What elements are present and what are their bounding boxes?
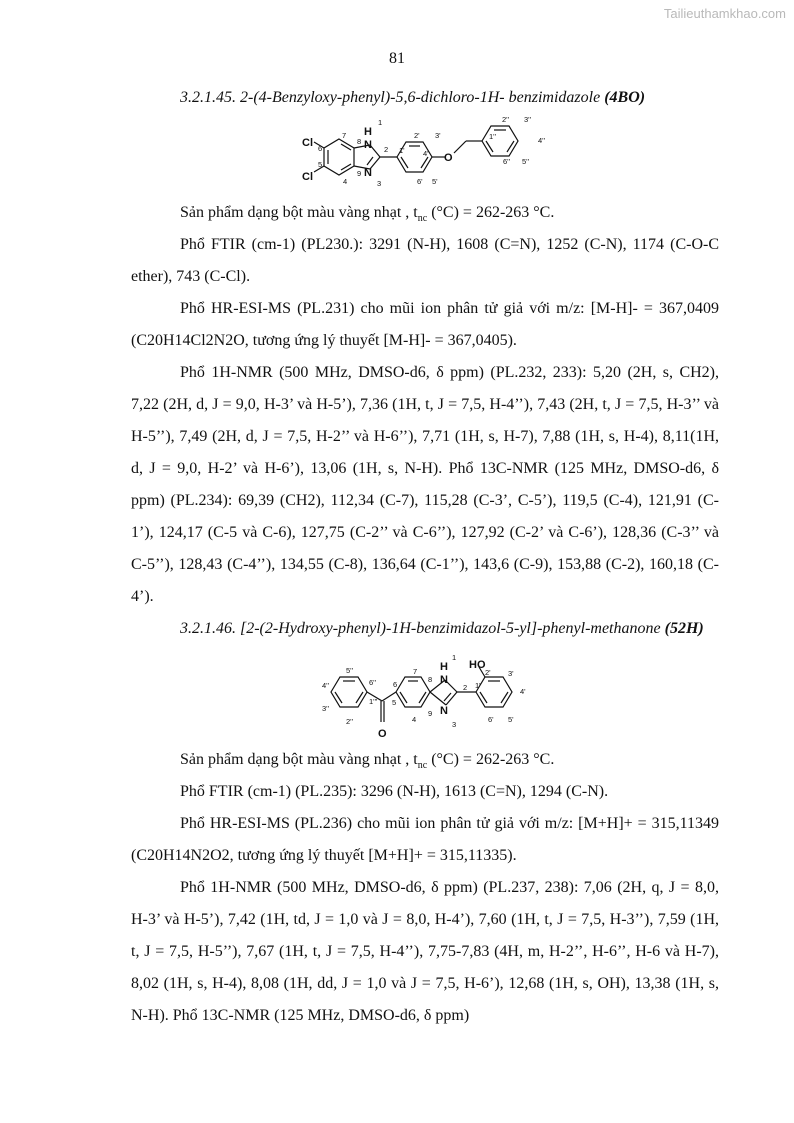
svg-text:2': 2' (485, 668, 491, 677)
structure-4bo (0, 110, 794, 195)
atom-h: H (364, 126, 372, 138)
svg-text:4: 4 (412, 715, 417, 724)
atom-n: N (364, 167, 372, 179)
svg-text:7: 7 (342, 131, 347, 140)
svg-text:6: 6 (393, 680, 398, 689)
svg-text:4': 4' (520, 687, 526, 696)
svg-text:4'': 4'' (322, 681, 330, 690)
atom-h: H (440, 661, 448, 673)
svg-text:8: 8 (357, 137, 362, 146)
svg-text:3'': 3'' (524, 115, 532, 124)
atom-n: N (440, 674, 448, 686)
heading-number: 3.2.1.45. (180, 89, 236, 106)
svg-text:1: 1 (452, 653, 457, 662)
svg-text:3: 3 (452, 720, 457, 729)
svg-text:6': 6' (488, 715, 494, 724)
ftir-52h: Phổ FTIR (cm-1) (PL.235): 3296 (N-H), 1613 (C=N), 1294 (C-N). (180, 783, 609, 800)
atom-o: O (378, 728, 387, 740)
svg-text:9: 9 (357, 169, 362, 178)
atom-o: O (444, 152, 453, 164)
svg-text:3: 3 (377, 179, 382, 188)
svg-text:9: 9 (428, 709, 433, 718)
nmr-4bo: Phổ 1H-NMR (500 MHz, DMSO-d6, δ ppm) (PL.232, 233): 5,20 (2H, s, CH2), 7,22 (2H, d, J = 9,0, H-3’ và H-5’), 7,36 (1H, t, J = 7,5, H-4’’), 7,43 (2H, t, J = 7,5, H-3’’ và H-5’’), 7,49 (2H, d, J = 7,5, H-2’’ và H-6’’), 7,71 (1H, s, H-7), 7,88 (1H, s, H-4), 8,11(1H, d, J = 9,0, H-2’ và H-6’), 13,06 (1H, s, N-H). Phổ 13C-NMR (125 MHz, DMSO-d6, δ ppm) (PL.234): 69,39 (CH2), 112,34 (C-7), 115,28 (C-3’, C-5’), 119,5 (C-4), 121,91 (C-1’), 124,17 (C-5 và C-6), 127,75 (C-2’’ và C-6’’), 127,92 (C-2’ và C-6’), 128,36 (C-3’’ và C-5’’), 128,43 (C-4’’), 134,55 (C-8), 136,64 (C-1’’), 143,6 (C-9), 153,88 (C-2), 160,18 (C-4’). (131, 364, 719, 605)
svg-text:3'': 3'' (322, 704, 330, 713)
svg-text:1'': 1'' (489, 132, 497, 141)
atom-n: N (364, 139, 372, 151)
svg-text:5': 5' (508, 715, 514, 724)
svg-text:5: 5 (318, 160, 323, 169)
svg-text:8: 8 (428, 675, 433, 684)
heading-name: [2-(2-Hydroxy-phenyl)-1H-benzimidazol-5-yl]-phenyl-methanone (240, 620, 661, 637)
svg-text:1: 1 (378, 118, 383, 127)
svg-text:5': 5' (432, 177, 438, 186)
svg-text:6'': 6'' (369, 678, 377, 687)
appearance-52h: Sản phẩm dạng bột màu vàng nhạt , $t_{nc}$ (°C) = 262-263 °C. (180, 751, 555, 772)
heading-52h (131, 613, 719, 645)
nmr-52h: Phổ 1H-NMR (500 MHz, DMSO-d6, δ ppm) (PL.237, 238): 7,06 (2H, q, J = 8,0, H-3’ và H-5’), 7,42 (1H, td, J = 1,0 và J = 8,0, H-4’), 7,60 (1H, t, J = 7,5, H-3’’), 7,59 (1H, t, J = 7,5, H-5’’), 7,67 (1H, t, J = 7,5, H-4’’), 7,75-7,83 (4H, m, H-2’’, H-6’’, H-6 và H-7), 8,02 (1H, s, H-4), 8,08 (1H, dd, J = 1,0 và J = 7,5, H-6’), 12,68 (1H, s, OH), 13,38 (1H, s, N-H). Phổ 13C-NMR (125 MHz, DMSO-d6, δ ppm) (131, 879, 719, 1024)
structure-52h (0, 652, 794, 742)
atom-cl: Cl (302, 171, 313, 183)
svg-text:3': 3' (508, 669, 514, 678)
svg-text:5'': 5'' (346, 666, 354, 675)
heading-number: 3.2.1.46. (180, 620, 236, 637)
svg-text:2'': 2'' (346, 717, 354, 726)
svg-text:2: 2 (384, 145, 389, 154)
svg-text:5'': 5'' (522, 157, 530, 166)
svg-text:1''': 1''' (369, 697, 378, 706)
svg-text:1': 1' (475, 681, 481, 690)
page-number: 81 (389, 50, 405, 67)
svg-text:6': 6' (417, 177, 423, 186)
svg-text:7: 7 (413, 667, 418, 676)
svg-text:5: 5 (392, 698, 397, 707)
svg-text:4': 4' (423, 149, 429, 158)
hrms-4bo: Phổ HR-ESI-MS (PL.231) cho mũi ion phân tử giả với m/z: [M-H]- = 367,0409 (C20H14Cl2N2O, tương ứng lý thuyết [M-H]- = 367,0405). (131, 300, 719, 349)
svg-text:2: 2 (463, 683, 468, 692)
watermark: Tailieuthamkhao.com (663, 6, 786, 21)
svg-text:6'': 6'' (503, 157, 511, 166)
svg-text:3': 3' (435, 131, 441, 140)
svg-text:2': 2' (414, 131, 420, 140)
compound-code: (52H) (664, 620, 704, 637)
compound-code: (4BO) (604, 89, 646, 106)
body-4bo (131, 197, 719, 645)
svg-text:2'': 2'' (502, 115, 510, 124)
ftir-4bo: Phổ FTIR (cm-1) (PL230.): 3291 (N-H), 1608 (C=N), 1252 (C-N), 1174 (C-O-C ether), 743 (C-Cl). (131, 236, 719, 285)
hrms-52h: Phổ HR-ESI-MS (PL.236) cho mũi ion phân tử giả với m/z: [M+H]+ = 315,11349 (C20H14N2O2, tương ứng lý thuyết [M+H]+ = 315,11335). (131, 815, 719, 864)
heading-name: 2-(4-Benzyloxy-phenyl)-5,6-dichloro-1H- benzimidazole (240, 89, 601, 106)
svg-text:6: 6 (318, 144, 323, 153)
svg-text:4: 4 (343, 177, 348, 186)
svg-text:1': 1' (399, 146, 405, 155)
body-52h (131, 744, 719, 1032)
appearance-4bo: Sản phẩm dạng bột màu vàng nhạt , $t_{nc}$ (°C) = 262-263 °C. (180, 204, 555, 225)
svg-text:4'': 4'' (538, 136, 546, 145)
atom-n: N (440, 705, 448, 717)
atom-cl: Cl (302, 137, 313, 149)
atom-ho: HO (469, 659, 486, 671)
